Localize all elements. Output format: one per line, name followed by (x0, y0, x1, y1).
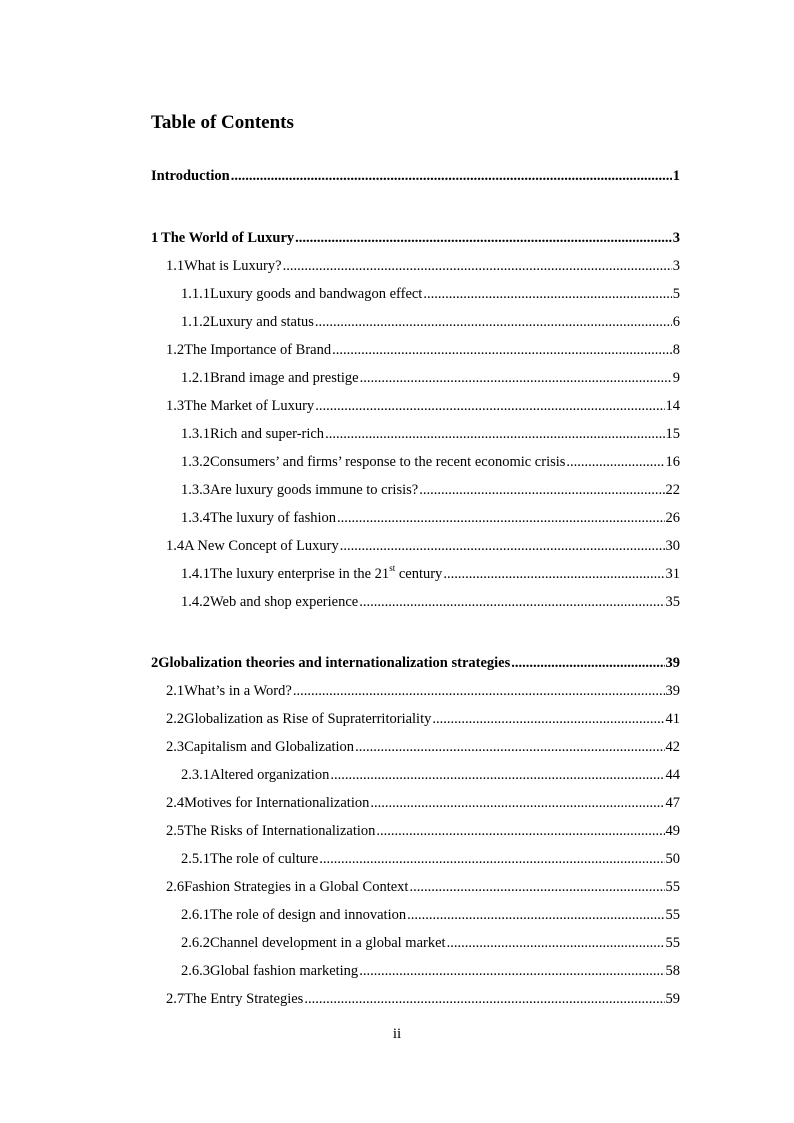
toc-entry-title: The role of design and innovation (210, 907, 407, 923)
toc-entry-title: The Risks of Internationalization (184, 823, 376, 839)
toc-entry-number: 2.5.1 (181, 851, 210, 867)
toc-entry-number: 1.2 (166, 342, 185, 358)
toc-entry-page: 14 (665, 398, 680, 414)
dot-leader (319, 849, 664, 869)
toc-entry-number: 2.2 (166, 711, 185, 727)
toc-entry-page: 55 (665, 907, 680, 923)
toc-entry-title: Capitalism and Globalization (184, 739, 355, 755)
toc-entry-title: Luxury goods and bandwagon effect (210, 286, 423, 302)
toc-entry-title: Globalization theories and internationalization strategies (158, 655, 511, 671)
toc-entry-title: Brand image and prestige (210, 370, 359, 386)
dot-leader (409, 877, 664, 897)
dot-leader (376, 821, 664, 841)
toc-entry-page: 55 (665, 879, 680, 895)
toc-entry-title: Altered organization (210, 767, 330, 783)
toc-entry-page: 16 (665, 454, 680, 470)
toc-entry-title: Motives for Internationalization (184, 795, 370, 811)
toc-entry-number: 2.7 (166, 991, 185, 1007)
dot-leader (419, 480, 664, 500)
toc-entry[interactable] (181, 480, 680, 500)
toc-entry-title: Introduction (151, 168, 230, 184)
toc-entry-page: 26 (665, 510, 680, 526)
dot-leader (315, 312, 672, 332)
toc-entry-title: The Market of Luxury (184, 398, 315, 414)
toc-entry-superscript: st (389, 563, 396, 574)
toc-entry-page: 1 (672, 168, 680, 184)
toc-entry-number: 2.6.3 (181, 963, 210, 979)
toc-entry[interactable] (181, 933, 680, 953)
toc-entry-number: 2.6.1 (181, 907, 210, 923)
toc-entry[interactable] (181, 312, 680, 332)
toc-entry-page: 15 (665, 426, 680, 442)
toc-entry[interactable] (166, 536, 680, 556)
dot-leader (330, 765, 664, 785)
toc-entry-number: 1.2.1 (181, 370, 210, 386)
toc-entry-page: 55 (665, 935, 680, 951)
toc-entry[interactable] (181, 284, 680, 304)
dot-leader (355, 737, 664, 757)
dot-leader (566, 452, 664, 472)
toc-entry-page: 42 (665, 739, 680, 755)
toc-entry[interactable] (166, 793, 680, 813)
toc-entry-number: 1.3 (166, 398, 185, 414)
toc-entry-page: 8 (672, 342, 680, 358)
toc-entry-title: Web and shop experience (210, 594, 359, 610)
toc-entry-page: 50 (665, 851, 680, 867)
toc-entry-title: The World of Luxury (161, 230, 295, 246)
toc-entry-page: 47 (665, 795, 680, 811)
toc-entry[interactable] (181, 849, 680, 869)
toc-entry-page: 49 (665, 823, 680, 839)
toc-entry-number: 1.3.3 (181, 482, 210, 498)
toc-entry-page: 3 (672, 258, 680, 274)
toc-entry[interactable] (166, 821, 680, 841)
toc-entry-title: The role of culture (210, 851, 319, 867)
toc-entry[interactable] (151, 653, 680, 673)
dot-leader (304, 989, 664, 1009)
toc-entry-title: Channel development in a global market (210, 935, 446, 951)
toc-entry-number: 1.4 (166, 538, 185, 554)
toc-entry-title: The luxury of fashion (210, 510, 337, 526)
toc-entry-page: 22 (665, 482, 680, 498)
toc-entry-number: 1.3.4 (181, 510, 210, 526)
toc-entry-page: 39 (665, 683, 680, 699)
toc-entry-page: 6 (672, 314, 680, 330)
toc-entry[interactable] (166, 709, 680, 729)
toc-entry[interactable] (166, 737, 680, 757)
toc-entry[interactable] (166, 989, 680, 1009)
dot-leader (325, 424, 664, 444)
dot-leader (360, 368, 672, 388)
toc-entry[interactable] (181, 368, 680, 388)
toc-entry-number: 2.6 (166, 879, 185, 895)
toc-entry[interactable] (166, 681, 680, 701)
dot-leader (295, 228, 672, 248)
toc-entry-title: Rich and super-rich (210, 426, 325, 442)
toc-entry-page: 35 (665, 594, 680, 610)
toc-entry-title: The Importance of Brand (184, 342, 332, 358)
toc-entry-number: 2.4 (166, 795, 185, 811)
toc-entry[interactable] (181, 424, 680, 444)
toc-entry[interactable] (181, 961, 680, 981)
dot-leader (423, 284, 671, 304)
toc-entry-number: 1.4.2 (181, 594, 210, 610)
toc-entry[interactable] (181, 592, 680, 612)
dot-leader (283, 256, 672, 276)
toc-entry-title: Consumers’ and firms’ response to the recent economic crisis (210, 454, 566, 470)
toc-entry-number: 2 (151, 655, 159, 671)
page-title: Table of Contents (151, 112, 294, 133)
toc-entry-title: Global fashion marketing (210, 963, 359, 979)
toc-entry[interactable] (181, 452, 680, 472)
dot-leader (511, 653, 664, 673)
toc-entry[interactable] (151, 166, 680, 186)
toc-entry-number: 2.5 (166, 823, 185, 839)
toc-entry-number: 1.1.2 (181, 314, 210, 330)
toc-entry-title: What’s in a Word? (184, 683, 292, 699)
toc-entry-page: 41 (665, 711, 680, 727)
dot-leader (447, 933, 665, 953)
toc-entry-page: 3 (672, 230, 680, 246)
toc-entry-title: Are luxury goods immune to crisis? (210, 482, 419, 498)
toc-entry-number: 2.6.2 (181, 935, 210, 951)
toc-entry-page: 31 (665, 566, 680, 582)
toc-entry-number: 1.3.2 (181, 454, 210, 470)
toc-entry-page: 58 (665, 963, 680, 979)
toc-entry-title: What is Luxury? (184, 258, 282, 274)
dot-leader (332, 340, 672, 360)
toc-entry-number: 1.1.1 (181, 286, 210, 302)
dot-leader (443, 564, 664, 584)
dot-leader (407, 905, 664, 925)
toc-entry-title: Luxury and status (210, 314, 314, 330)
toc-entry[interactable] (181, 905, 680, 925)
toc-entry[interactable] (181, 508, 680, 528)
toc-entry-title: The Entry Strategies (184, 991, 304, 1007)
toc-entry-page: 39 (665, 655, 680, 671)
toc-entry[interactable] (166, 340, 680, 360)
dot-leader (359, 592, 664, 612)
toc-entry-number: 2.3 (166, 739, 185, 755)
toc-entry-number: 1.3.1 (181, 426, 210, 442)
dot-leader (340, 536, 665, 556)
toc-entry-number: 1.1 (166, 258, 185, 274)
toc-entry-number: 1.4.1 (181, 566, 210, 582)
toc-entry[interactable] (151, 228, 680, 248)
toc-entry-title: Globalization as Rise of Supraterritoriality (184, 711, 432, 727)
toc-entry-number: 2.1 (166, 683, 185, 699)
dot-leader (337, 508, 664, 528)
toc-entry-number: 2.3.1 (181, 767, 210, 783)
dot-leader (359, 961, 664, 981)
toc-entry-page: 44 (665, 767, 680, 783)
dot-leader (432, 709, 664, 729)
toc-entry-title: Fashion Strategies in a Global Context (184, 879, 409, 895)
toc-entry-title: A New Concept of Luxury (184, 538, 339, 554)
dot-leader (315, 396, 664, 416)
toc-entry[interactable] (166, 877, 680, 897)
toc-entry-number: 1 (151, 230, 159, 246)
toc-entry-page: 30 (665, 538, 680, 554)
dot-leader (370, 793, 664, 813)
dot-leader (293, 681, 665, 701)
toc-entry[interactable] (166, 256, 680, 276)
toc-entry-title: The luxury enterprise in the 21st century (210, 563, 443, 582)
toc-entry[interactable] (181, 564, 680, 584)
toc-entry-page: 59 (665, 991, 680, 1007)
toc-entry-page: 9 (672, 370, 680, 386)
toc-entry-page: 5 (672, 286, 680, 302)
page-number: ii (392, 1026, 402, 1042)
toc-entry[interactable] (181, 765, 680, 785)
toc-entry[interactable] (166, 396, 680, 416)
dot-leader (231, 166, 672, 186)
